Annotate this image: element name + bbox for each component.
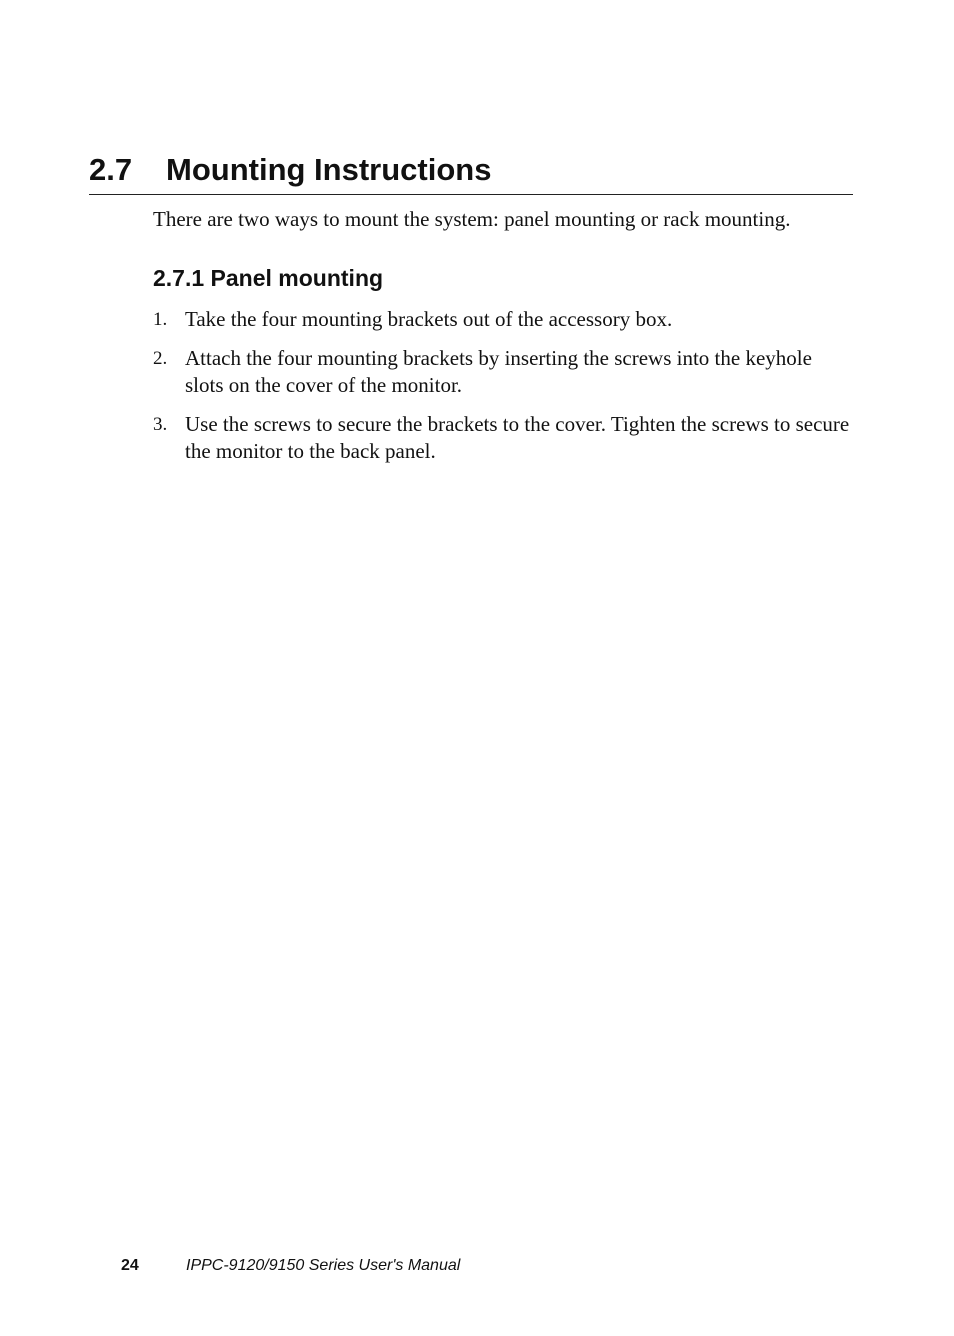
- intro-paragraph: There are two ways to mount the system: panel mounting or rack mounting.: [153, 207, 791, 231]
- list-item: [153, 411, 853, 465]
- page-footer: [121, 1254, 460, 1278]
- section-heading: [89, 150, 853, 195]
- step-number: 1.: [153, 309, 168, 330]
- step-number: 3.: [153, 414, 168, 435]
- steps-list: [153, 306, 853, 477]
- list-item: [153, 306, 853, 333]
- step-text: Attach the four mounting brackets by inserting the screws into the keyhole slots on the cover of the monitor.: [185, 346, 812, 397]
- step-text: Use the screws to secure the brackets to the cover. Tighten the screws to secure the monitor to the back panel.: [185, 412, 850, 463]
- manual-title: IPPC-9120/9150 Series User's Manual: [186, 1257, 461, 1274]
- step-text: Take the four mounting brackets out of the accessory box.: [185, 307, 673, 331]
- subsection-heading: 2.7.1 Panel mounting: [153, 265, 384, 291]
- section-title: Mounting Instructions: [166, 152, 492, 187]
- page-number: 24: [121, 1257, 139, 1274]
- section-number: 2.7: [89, 152, 133, 187]
- step-number: 2.: [153, 348, 168, 369]
- list-item: [153, 345, 853, 399]
